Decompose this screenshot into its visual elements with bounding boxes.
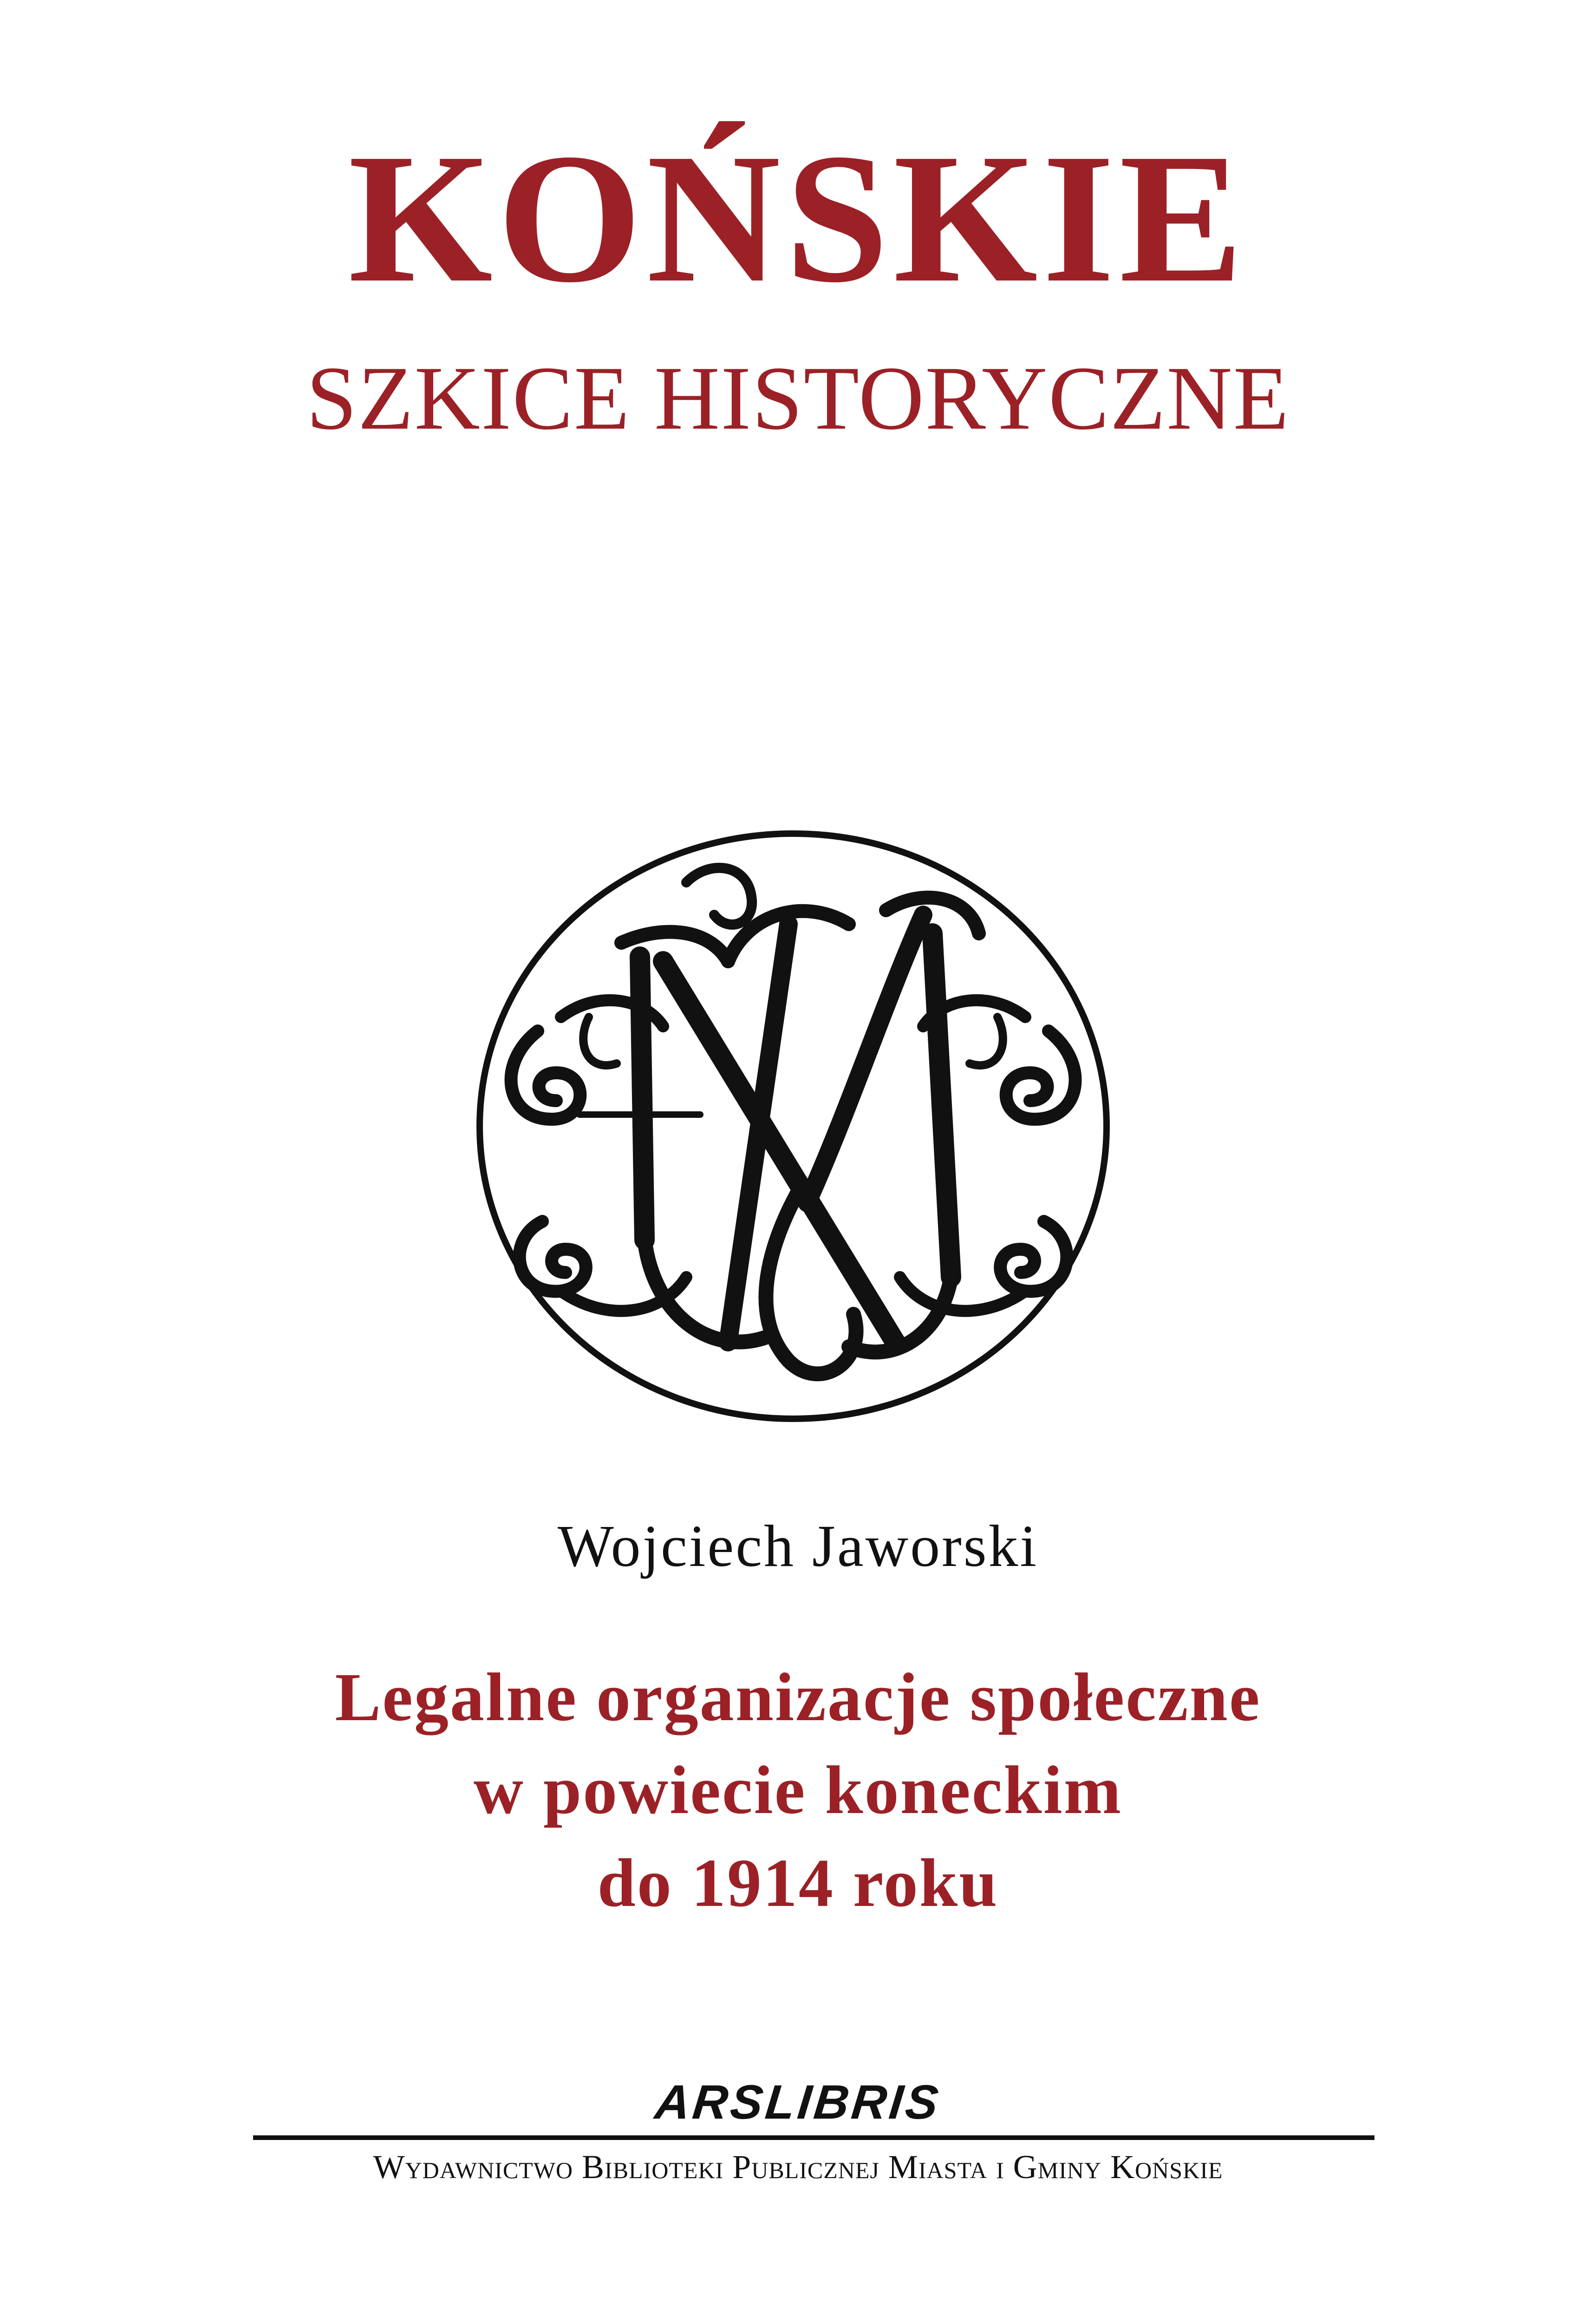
publisher-name: Wydawnictwo Biblioteki Publicznej Miasta i Gminy Końskie xyxy=(373,2148,1223,2186)
series-title: KOŃSKIE xyxy=(348,115,1248,321)
book-title-line: do 1914 roku xyxy=(597,1845,999,1921)
monogram-seal-icon xyxy=(468,822,1118,1430)
series-subtitle: SZKICE HISTORYCZNE xyxy=(306,348,1290,449)
book-title-line: w powiecie koneckim xyxy=(473,1752,1123,1828)
author-name: Wojciech Jaworski xyxy=(557,1513,1039,1579)
book-title-line: Legalne organizacje społeczne xyxy=(335,1659,1261,1735)
publisher-logo: ARSLIBRIS xyxy=(652,2075,944,2129)
book-title xyxy=(0,1651,1596,1930)
divider xyxy=(253,2135,1375,2140)
